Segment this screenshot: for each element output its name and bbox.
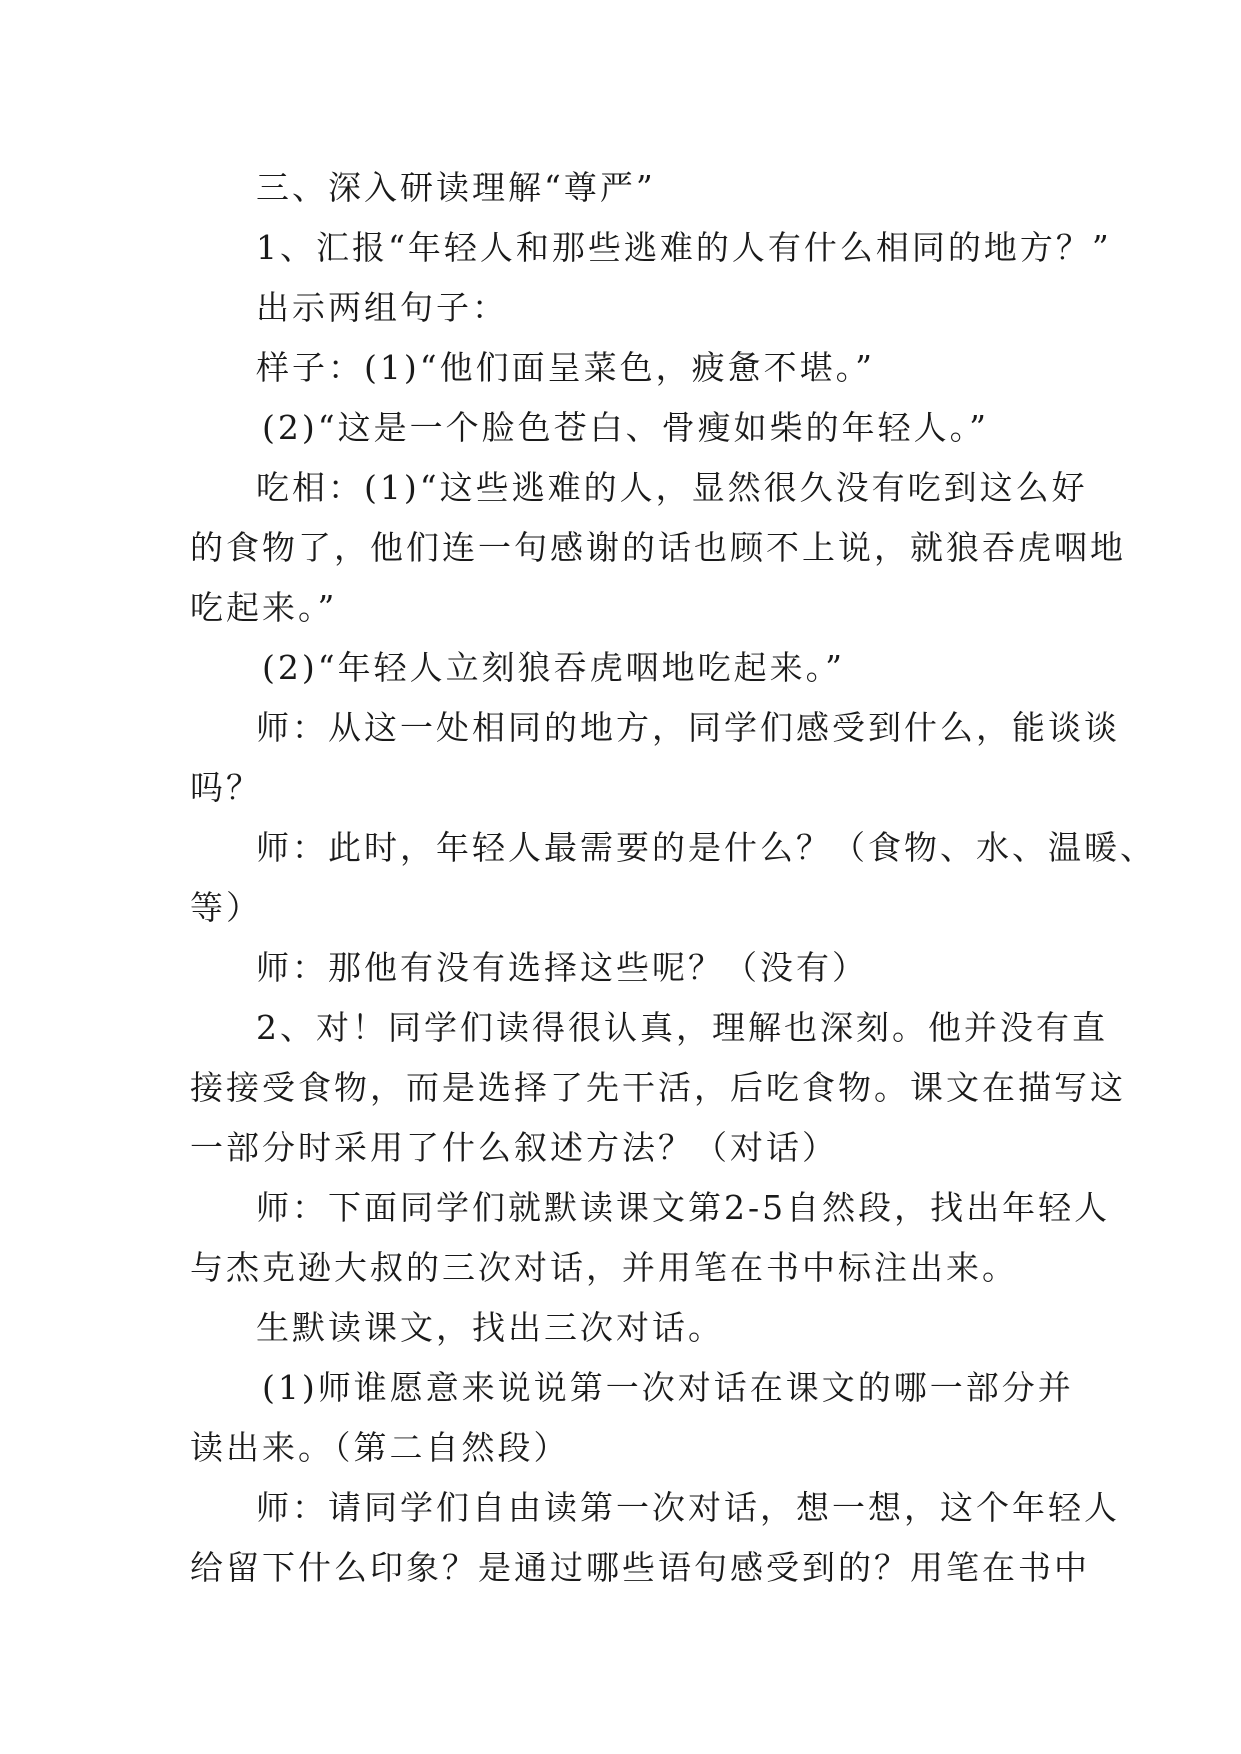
paragraph-line: 师：下面同学们就默读课文第2-5自然段，找出年轻人 (256, 1188, 1111, 1227)
paragraph-line: (1)师谁愿意来说说第一次对话在课文的哪一部分并 (262, 1368, 1074, 1407)
paragraph-line: 给留下什么印象？是通过哪些语句感受到的？用笔在书中 (190, 1548, 1090, 1587)
paragraph-line: 2、对！同学们读得很认真，理解也深刻。他并没有直 (256, 1008, 1108, 1047)
paragraph-line: 等） (190, 888, 262, 927)
paragraph-line: 出示两组句子： (256, 288, 508, 327)
paragraph-line: 吃相：(1)“这些逃难的人，显然很久没有吃到这么好 (256, 468, 1088, 507)
paragraph-line: 一部分时采用了什么叙述方法？（对话） (190, 1128, 838, 1167)
paragraph-line: 师：那他有没有选择这些呢？（没有） (256, 948, 868, 987)
paragraph-line: 的食物了，他们连一句感谢的话也顾不上说，就狼吞虎咽地 (190, 528, 1126, 567)
paragraph-line: 接接受食物，而是选择了先干活，后吃食物。课文在描写这 (190, 1068, 1126, 1107)
paragraph-line: 吃起来。” (190, 588, 338, 627)
paragraph-line: (2)“年轻人立刻狼吞虎咽地吃起来。” (262, 648, 845, 687)
section-heading: 三、深入研读理解“尊严” (256, 168, 656, 207)
paragraph-line: 生默读课文，找出三次对话。 (256, 1308, 724, 1347)
paragraph-line: 与杰克逊大叔的三次对话，并用笔在书中标注出来。 (190, 1248, 1018, 1287)
paragraph-line: 读出来。（第二自然段） (190, 1428, 570, 1467)
paragraph-line: (2)“这是一个脸色苍白、骨瘦如柴的年轻人。” (262, 408, 989, 447)
paragraph-line: 师：此时，年轻人最需要的是什么？（食物、水、温暖、 (256, 828, 1156, 867)
paragraph-line: 吗？ (190, 768, 262, 807)
paragraph-line: 样子：(1)“他们面呈菜色，疲惫不堪。” (256, 348, 875, 387)
paragraph-line: 师：从这一处相同的地方，同学们感受到什么，能谈谈 (256, 708, 1120, 747)
paragraph-line: 师：请同学们自由读第一次对话，想一想，这个年轻人 (256, 1488, 1120, 1527)
paragraph-line: 1、汇报“年轻人和那些逃难的人有什么相同的地方？” (256, 228, 1112, 267)
